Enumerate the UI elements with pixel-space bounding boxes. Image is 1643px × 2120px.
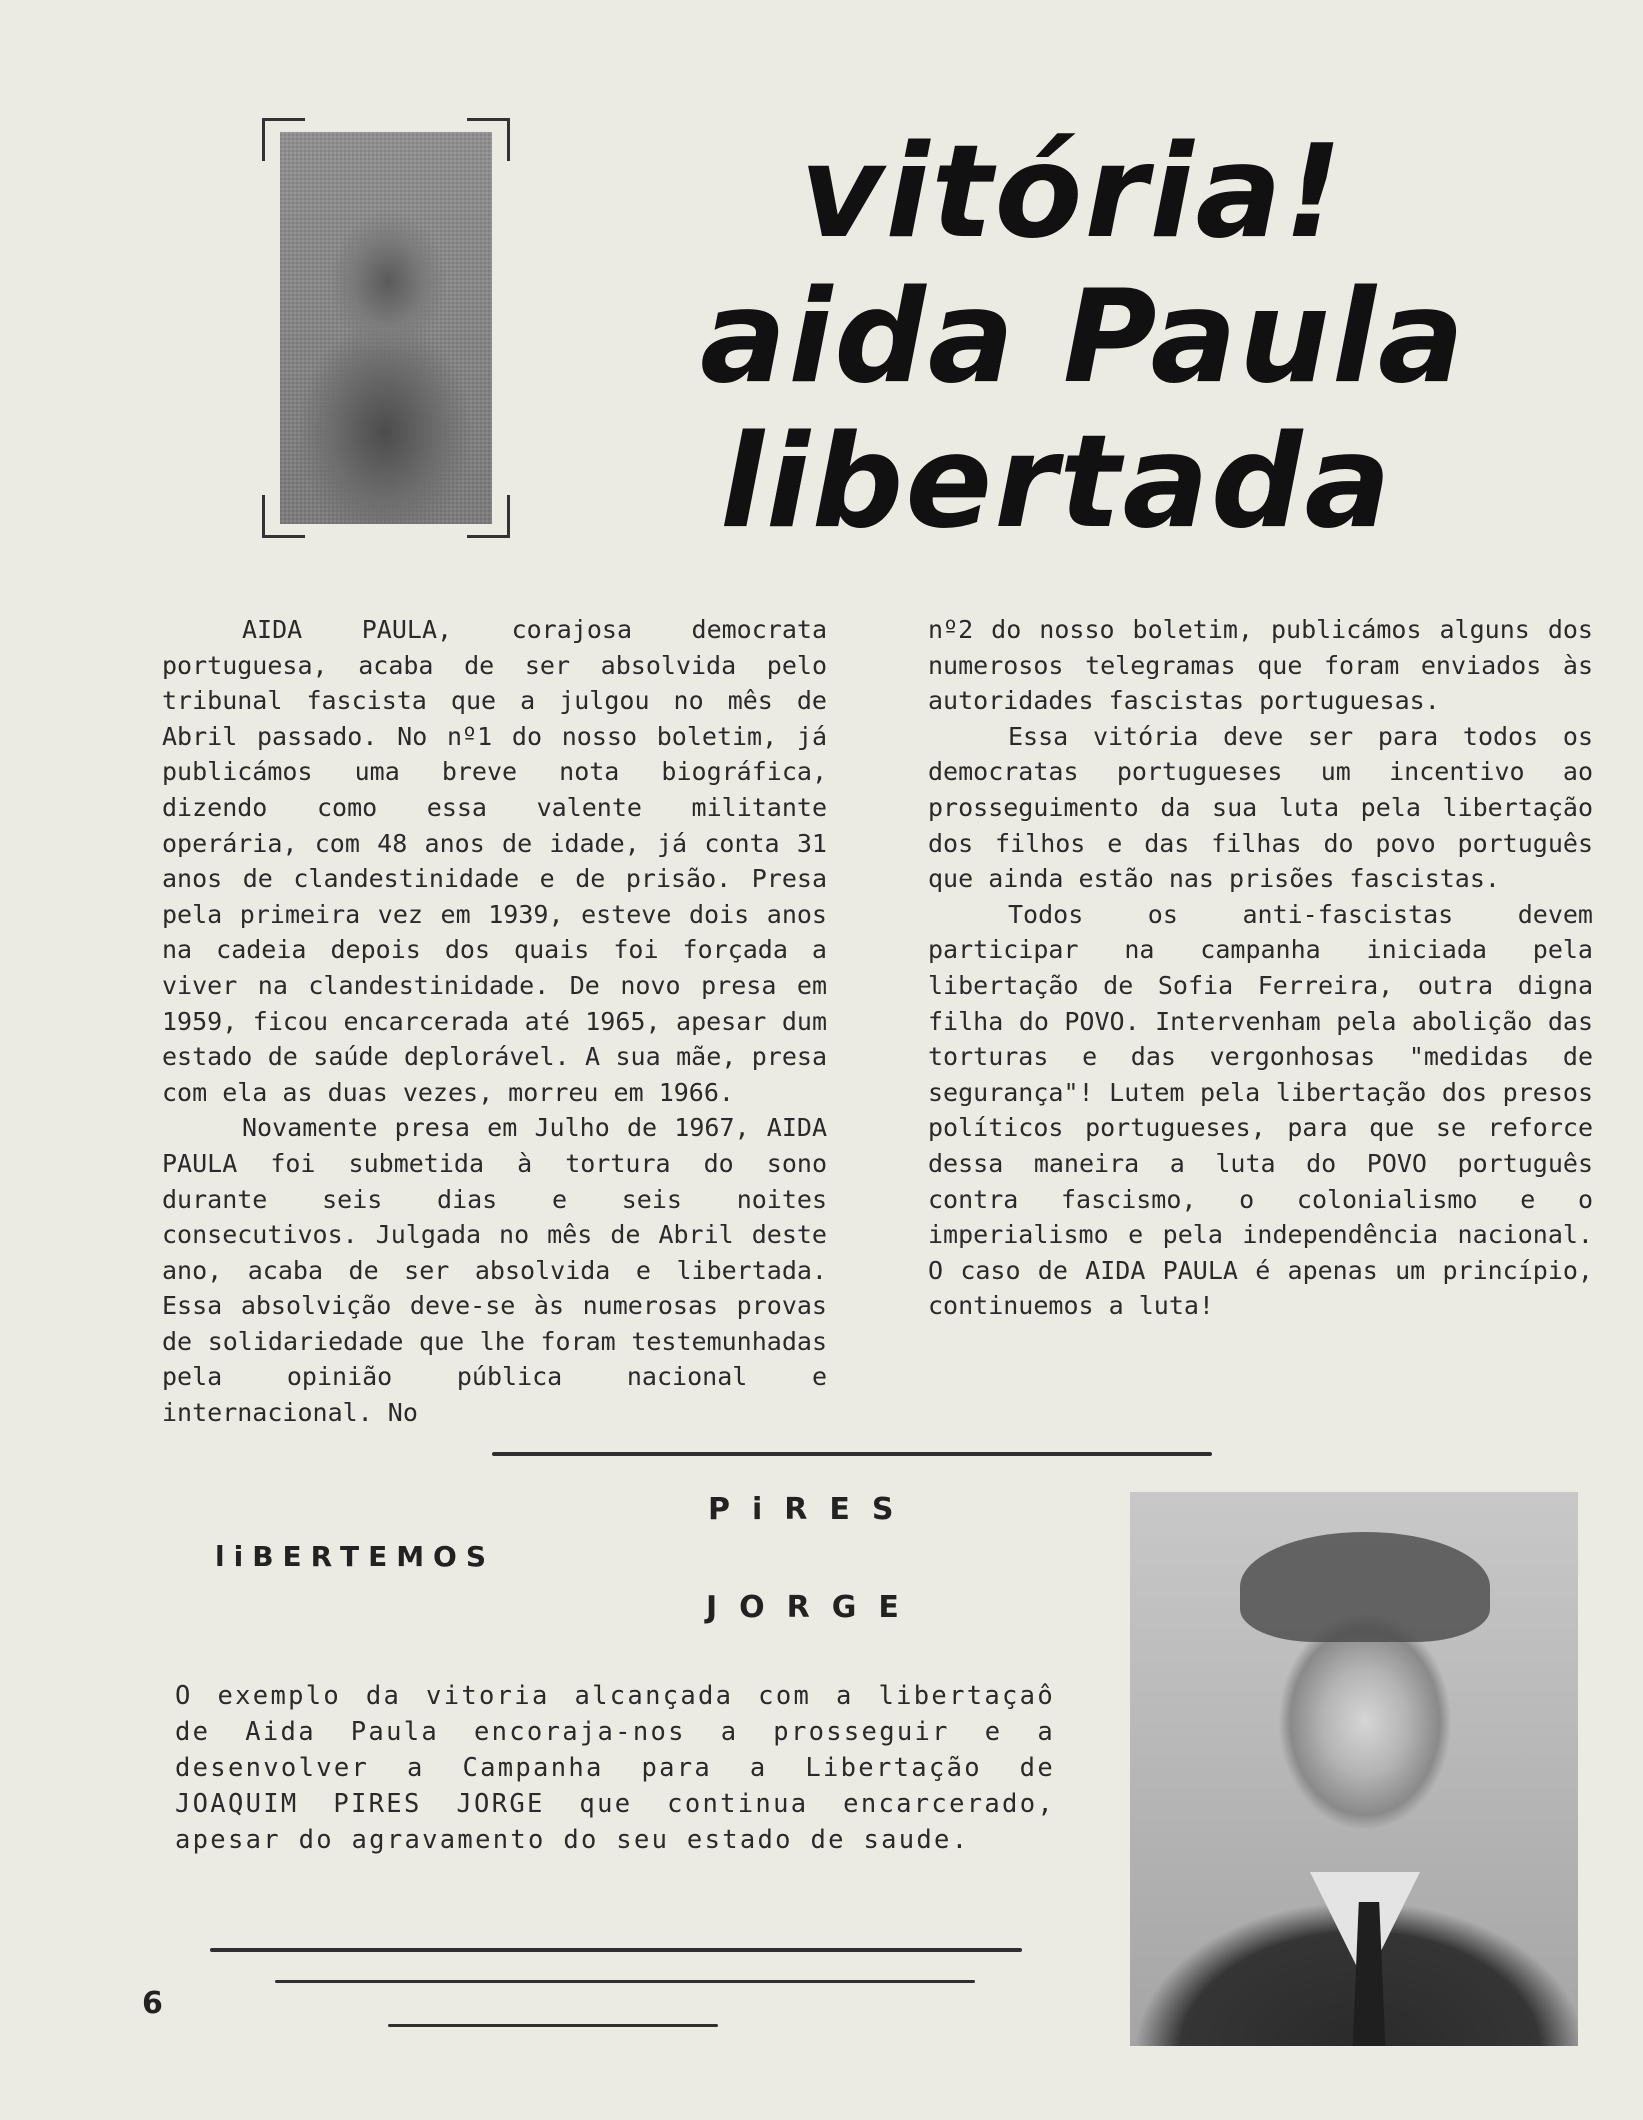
article-right-column xyxy=(928,612,1593,1324)
campaign-paragraph: O exemplo da vitoria alcançada com a libertaçaô de Aida Paula encoraja-nos a prosseguir e a desenvolver a Campanha para a Libertação de JOAQUIM PIRES JORGE que continua encarcerado, apesar do agravamento do seu estado de saude. xyxy=(175,1681,1055,1855)
section-heading-pires: PiRES xyxy=(708,1492,916,1527)
headline-line-1: vitória! xyxy=(800,118,1345,267)
section-heading-libertemos: liBERTEMOS xyxy=(215,1540,496,1573)
portrait-hair xyxy=(1240,1532,1490,1642)
headline xyxy=(690,118,1467,557)
headline-line-2: aida Paula xyxy=(700,263,1467,412)
article-paragraph: AIDA PAULA, corajosa democrata portuguesa, acaba de ser absolvida pelo tribunal fascista que a julgou no mês de Abril passado. No nº1 do nosso boletim, já publicámos uma breve nota biográfica, dizendo como essa valente militante operária, com 48 anos de idade, já conta 31 anos de clandestinidade e de prisão. Presa pela primeira vez em 1939, esteve dois anos na cadeia depois dos quais foi forçada a viver na clandestinidade. De novo presa em 1959, ficou encarcerada até 1965, apesar dum estado de saúde deplorável. A sua mãe, presa com ela as duas vezes, morreu em 1966. xyxy=(162,615,827,1107)
section-heading-jorge: JORGE xyxy=(706,1590,921,1625)
portrait-photo-pires-jorge xyxy=(1130,1492,1578,2046)
page-number: 6 xyxy=(142,1986,163,2021)
frame-corner xyxy=(262,495,305,538)
frame-corner xyxy=(262,118,305,161)
divider-rule xyxy=(492,1452,1212,1456)
article-paragraph: nº2 do nosso boletim, publicámos alguns dos numerosos telegramas que foram enviados às autoridades fascistas portuguesas. xyxy=(928,615,1593,716)
article-paragraph: Todos os anti-fascistas devem participar na campanha iniciada pela libertação de Sofia Ferreira, outra digna filha do POVO. Intervenham pela abolição das torturas e das vergonhosas "medidas de segurança"! Lutem pela libertação dos presos políticos portugueses, para que se reforce dessa maneira a luta do POVO português contra fascismo, o colonialismo e o imperialismo e pela independência nacional. O caso de AIDA PAULA é apenas um princípio, continuemos a luta! xyxy=(928,899,1593,1321)
frame-corner xyxy=(467,118,510,161)
article-left-column xyxy=(162,612,827,1431)
portrait-photo-aida-paula xyxy=(262,118,510,538)
article-paragraph: Essa vitória deve ser para todos os democratas portugueses um incentivo ao prosseguimento da sua luta pela libertação dos filhos e das filhas do povo português que ainda estão nas prisões fascistas. xyxy=(928,721,1593,894)
divider-rule xyxy=(388,2024,718,2027)
frame-corner xyxy=(467,495,510,538)
divider-rule xyxy=(210,1948,1022,1952)
divider-rule xyxy=(275,1980,975,1983)
article-paragraph: Novamente presa em Julho de 1967, AIDA PAULA foi submetida à tortura do sono durante seis dias e seis noites consecutivos. Julgada no mês de Abril deste ano, acaba de ser absolvida e libertada. Essa absolvição deve-se às numerosas provas de solidariedade que lhe foram testemunhadas pela opinião pública nacional e internacional. No xyxy=(162,1113,827,1428)
headline-line-3: libertada xyxy=(720,408,1393,557)
portrait-image xyxy=(280,132,492,524)
